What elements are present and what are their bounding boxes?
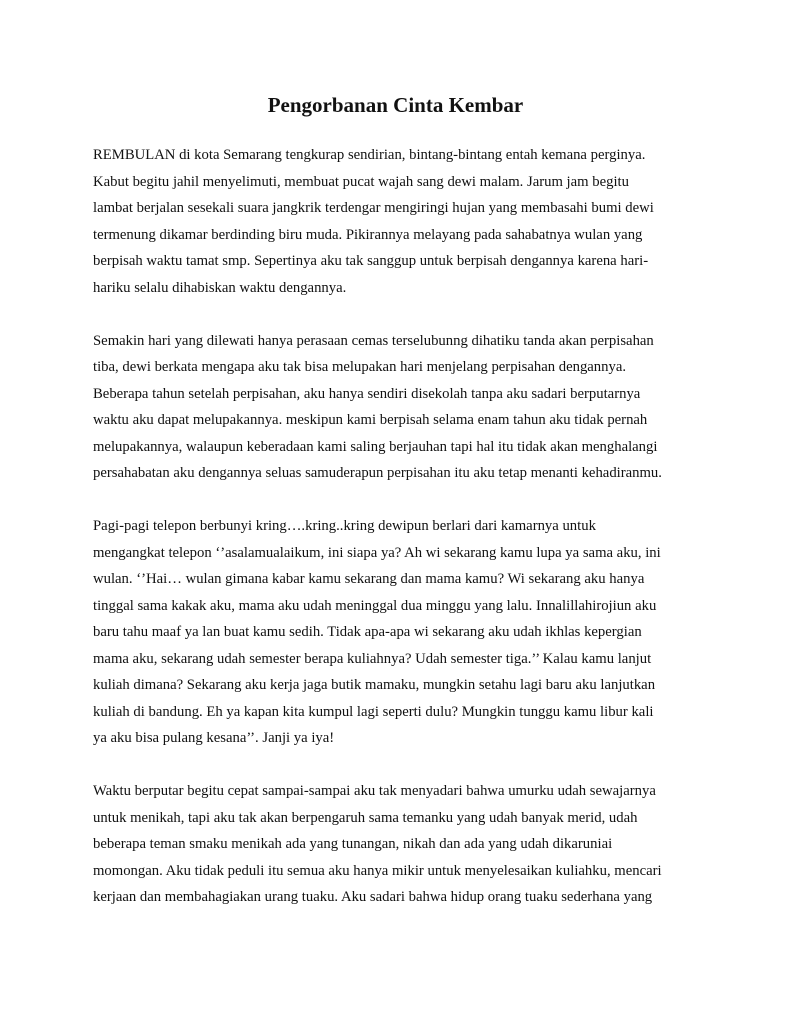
- paragraph-3: [93, 513, 713, 752]
- text-line: wulan. ‘’Hai… wulan gimana kabar kamu sekarang dan mama kamu? Wi sekarang aku hanya: [93, 571, 645, 587]
- text-line: melupakannya, walaupun keberadaan kami saling berjauhan tapi hal itu tidak akan menghalangi: [93, 438, 658, 455]
- text-line: berpisah waktu tamat smp. Sepertinya aku tak sanggup untuk berpisah dengannya karena hari-: [93, 253, 649, 269]
- text-line: Waktu berputar begitu cepat sampai-sampai aku tak menyadari bahwa umurku udah sewajarnya: [93, 783, 656, 799]
- text-line: lambat berjalan sesekali suara jangkrik terdengar mengiringi hujan yang membasahi bumi dewi: [93, 200, 654, 216]
- text-line: kuliah di bandung. Eh ya kapan kita kumpul lagi seperti dulu? Mungkin tunggu kamu libur kali: [93, 703, 654, 720]
- text-line: kerjaan dan membahagiakan urang tuaku. Aku sadari bahwa hidup orang tuaku sederhana yang: [93, 889, 653, 905]
- text-line: termenung dikamar berdinding biru muda. Pikirannya melayang pada sahabatnya wulan yang: [93, 226, 643, 243]
- text-line: Beberapa tahun setelah perpisahan, aku hanya sendiri disekolah tanpa aku sadari berputarnya: [93, 385, 641, 402]
- paragraph-1: [93, 142, 713, 301]
- text-line: ya aku bisa pulang kesana’’. Janji ya iya!: [93, 730, 335, 746]
- text-line: mama aku, sekarang udah semester berapa kuliahnya? Udah semester tiga.’’ Kalau kamu lanjut: [93, 650, 652, 667]
- text-line: kuliah dimana? Sekarang aku kerja jaga butik mamaku, mungkin setahu lagi baru aku lanjutkan: [93, 677, 656, 693]
- document-body: [93, 142, 713, 937]
- text-line: momongan. Aku tidak peduli itu semua aku hanya mikir untuk menyelesaikan kuliahku, mencari: [93, 862, 662, 879]
- text-line: REMBULAN di kota Semarang tengkurap sendirian, bintang-bintang entah kemana perginya.: [93, 147, 646, 163]
- text-line: beberapa teman smaku menikah ada yang tunangan, nikah dan ada yang udah dikaruniai: [93, 836, 613, 852]
- text-line: baru tahu maaf ya lan buat kamu sedih. Tidak apa-apa wi sekarang aku udah ikhlas kepergian: [93, 624, 642, 640]
- text-line: tinggal sama kakak aku, mama aku udah meninggal dua minggu yang lalu. Innalillahirojiun aku: [93, 597, 657, 614]
- document-title: Pengorbanan Cinta Kembar: [267, 93, 524, 117]
- text-line: Pagi-pagi telepon berbunyi kring….kring..kring dewipun berlari dari kamarnya untuk: [93, 518, 596, 534]
- text-line: waktu aku dapat melupakannya. meskipun kami berpisah selama enam tahun aku tidak pernah: [93, 412, 648, 428]
- text-line: tiba, dewi berkata mengapa aku tak bisa melupakan hari menjelang perpisahan dengannya.: [93, 359, 627, 375]
- text-line: hariku selalu dihabiskan waktu dengannya.: [93, 279, 347, 296]
- text-line: mengangkat telepon ‘’asalamualaikum, ini siapa ya? Ah wi sekarang kamu lupa ya sama aku, ini: [93, 544, 661, 561]
- text-line: Kabut begitu jahil menyelimuti, membuat pucat wajah sang dewi malam. Jarum jam begitu: [93, 173, 629, 190]
- text-line: Semakin hari yang dilewati hanya perasaan cemas terselubunng dihatiku tanda akan perpisahan: [93, 332, 654, 349]
- paragraph-2: [93, 328, 713, 487]
- paragraph-4: [93, 778, 713, 911]
- text-line: persahabatan aku dengannya seluas samuderapun perpisahan itu aku tetap menanti kehadiranmu.: [93, 465, 662, 481]
- text-line: untuk menikah, tapi aku tak akan berpengaruh sama temanku yang udah banyak merid, udah: [93, 809, 638, 826]
